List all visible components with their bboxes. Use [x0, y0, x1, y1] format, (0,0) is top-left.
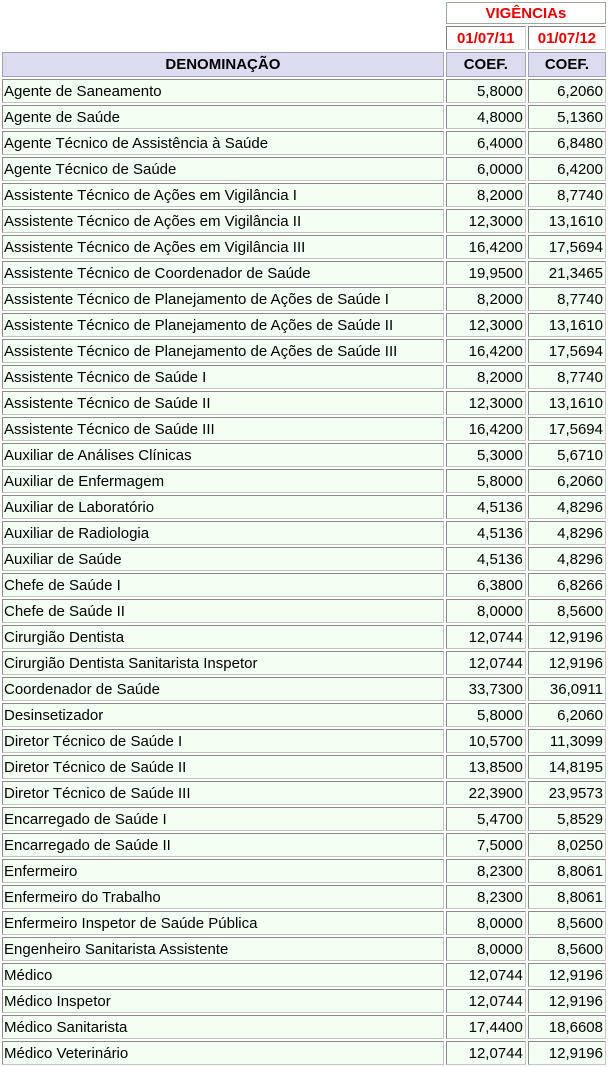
- table-row: [2, 911, 606, 935]
- row-coef-2: 8,7740: [528, 287, 606, 311]
- row-coef-2: 6,2060: [528, 79, 606, 103]
- table-row: [2, 495, 606, 519]
- row-name: Auxiliar de Radiologia: [2, 521, 444, 545]
- date-col-1: 01/07/11: [446, 26, 526, 50]
- row-name: Agente de Saneamento: [2, 79, 444, 103]
- row-coef-1: 12,0744: [446, 1041, 526, 1065]
- row-coef-2: 8,8061: [528, 885, 606, 909]
- table-row: [2, 599, 606, 623]
- row-coef-1: 8,0000: [446, 937, 526, 961]
- row-name: Auxiliar de Saúde: [2, 547, 444, 571]
- table-row: [2, 1015, 606, 1039]
- row-name: Enfermeiro do Trabalho: [2, 885, 444, 909]
- header-spacer: [2, 2, 444, 24]
- row-name: Médico Sanitarista: [2, 1015, 444, 1039]
- header-spacer: [2, 26, 444, 50]
- table-row: [2, 339, 606, 363]
- row-coef-1: 5,8000: [446, 703, 526, 727]
- row-coef-2: 13,1610: [528, 209, 606, 233]
- row-coef-2: 8,8061: [528, 859, 606, 883]
- row-coef-2: 12,9196: [528, 989, 606, 1013]
- row-coef-1: 33,7300: [446, 677, 526, 701]
- row-coef-1: 12,0744: [446, 989, 526, 1013]
- table-row: [2, 443, 606, 467]
- row-name: Diretor Técnico de Saúde I: [2, 729, 444, 753]
- table-row: [2, 937, 606, 961]
- row-coef-2: 6,8480: [528, 131, 606, 155]
- row-name: Assistente Técnico de Coordenador de Saúde: [2, 261, 444, 285]
- row-name: Agente de Saúde: [2, 105, 444, 129]
- row-coef-1: 12,3000: [446, 391, 526, 415]
- row-coef-1: 16,4200: [446, 235, 526, 259]
- table-row: [2, 703, 606, 727]
- row-name: Chefe de Saúde I: [2, 573, 444, 597]
- row-coef-2: 13,1610: [528, 313, 606, 337]
- row-coef-2: 17,5694: [528, 235, 606, 259]
- row-coef-1: 5,8000: [446, 79, 526, 103]
- row-name: Assistente Técnico de Planejamento de Ações de Saúde I: [2, 287, 444, 311]
- row-coef-1: 6,4000: [446, 131, 526, 155]
- row-name: Coordenador de Saúde: [2, 677, 444, 701]
- row-name: Assistente Técnico de Planejamento de Ações de Saúde II: [2, 313, 444, 337]
- table-row: [2, 963, 606, 987]
- row-coef-2: 8,5600: [528, 599, 606, 623]
- row-coef-2: 18,6608: [528, 1015, 606, 1039]
- row-coef-2: 12,9196: [528, 963, 606, 987]
- row-name: Diretor Técnico de Saúde III: [2, 781, 444, 805]
- row-coef-2: 36,0911: [528, 677, 606, 701]
- table-row: [2, 105, 606, 129]
- row-coef-1: 16,4200: [446, 417, 526, 441]
- row-coef-2: 21,3465: [528, 261, 606, 285]
- row-coef-1: 4,5136: [446, 547, 526, 571]
- row-coef-2: 8,0250: [528, 833, 606, 857]
- row-coef-1: 4,5136: [446, 495, 526, 519]
- row-coef-1: 4,5136: [446, 521, 526, 545]
- col-coef-1: COEF.: [446, 52, 526, 77]
- table-row: [2, 859, 606, 883]
- table-row: [2, 521, 606, 545]
- row-name: Cirurgião Dentista Sanitarista Inspetor: [2, 651, 444, 675]
- table-row: [2, 469, 606, 493]
- row-name: Engenheiro Sanitarista Assistente: [2, 937, 444, 961]
- row-coef-2: 8,5600: [528, 911, 606, 935]
- row-coef-2: 4,8296: [528, 547, 606, 571]
- row-coef-1: 12,0744: [446, 963, 526, 987]
- table-row: [2, 885, 606, 909]
- table-row: [2, 781, 606, 805]
- row-coef-2: 6,2060: [528, 703, 606, 727]
- row-name: Assistente Técnico de Planejamento de Ações de Saúde III: [2, 339, 444, 363]
- row-coef-1: 5,4700: [446, 807, 526, 831]
- col-denominacao: DENOMINAÇÃO: [2, 52, 444, 77]
- table-row: [2, 547, 606, 571]
- table-body: [2, 79, 606, 1065]
- table-row: [2, 807, 606, 831]
- row-name: Auxiliar de Laboratório: [2, 495, 444, 519]
- table-row: [2, 313, 606, 337]
- table-row: [2, 391, 606, 415]
- row-coef-1: 12,0744: [446, 651, 526, 675]
- row-coef-1: 5,3000: [446, 443, 526, 467]
- row-coef-1: 8,2300: [446, 859, 526, 883]
- table-row: [2, 573, 606, 597]
- row-coef-1: 12,3000: [446, 209, 526, 233]
- table-row: [2, 235, 606, 259]
- row-coef-2: 12,9196: [528, 625, 606, 649]
- row-name: Assistente Técnico de Ações em Vigilância II: [2, 209, 444, 233]
- row-coef-2: 12,9196: [528, 651, 606, 675]
- row-name: Assistente Técnico de Saúde II: [2, 391, 444, 415]
- table-row: [2, 365, 606, 389]
- row-coef-1: 8,2000: [446, 365, 526, 389]
- table-row: [2, 833, 606, 857]
- table-row: [2, 989, 606, 1013]
- row-coef-2: 8,7740: [528, 365, 606, 389]
- vigencias-label: VIGÊNCIAs: [446, 2, 606, 24]
- row-coef-1: 4,8000: [446, 105, 526, 129]
- row-coef-2: 4,8296: [528, 521, 606, 545]
- table-row: [2, 651, 606, 675]
- table-row: [2, 729, 606, 753]
- table-row: [2, 755, 606, 779]
- row-name: Assistente Técnico de Ações em Vigilância I: [2, 183, 444, 207]
- row-name: Agente Técnico de Saúde: [2, 157, 444, 181]
- row-coef-2: 8,7740: [528, 183, 606, 207]
- table-row: [2, 79, 606, 103]
- row-coef-2: 12,9196: [528, 1041, 606, 1065]
- row-coef-1: 6,0000: [446, 157, 526, 181]
- row-coef-1: 6,3800: [446, 573, 526, 597]
- table-row: [2, 157, 606, 181]
- row-coef-1: 22,3900: [446, 781, 526, 805]
- date-col-2: 01/07/12: [528, 26, 606, 50]
- header-row-columns: [2, 52, 606, 77]
- row-coef-2: 14,8195: [528, 755, 606, 779]
- row-coef-1: 8,2300: [446, 885, 526, 909]
- table-row: [2, 261, 606, 285]
- row-name: Enfermeiro: [2, 859, 444, 883]
- row-name: Auxiliar de Enfermagem: [2, 469, 444, 493]
- row-coef-2: 6,8266: [528, 573, 606, 597]
- header-row-dates: [2, 26, 606, 50]
- row-coef-1: 16,4200: [446, 339, 526, 363]
- row-name: Médico Veterinário: [2, 1041, 444, 1065]
- row-coef-1: 7,5000: [446, 833, 526, 857]
- row-name: Assistente Técnico de Saúde I: [2, 365, 444, 389]
- row-name: Desinsetizador: [2, 703, 444, 727]
- table-row: [2, 131, 606, 155]
- row-name: Agente Técnico de Assistência à Saúde: [2, 131, 444, 155]
- row-name: Chefe de Saúde II: [2, 599, 444, 623]
- table-row: [2, 677, 606, 701]
- row-name: Encarregado de Saúde I: [2, 807, 444, 831]
- row-name: Diretor Técnico de Saúde II: [2, 755, 444, 779]
- row-name: Auxiliar de Análises Clínicas: [2, 443, 444, 467]
- row-coef-2: 8,5600: [528, 937, 606, 961]
- row-coef-2: 6,2060: [528, 469, 606, 493]
- row-coef-2: 17,5694: [528, 417, 606, 441]
- row-coef-1: 8,0000: [446, 911, 526, 935]
- row-coef-1: 10,5700: [446, 729, 526, 753]
- row-name: Médico Inspetor: [2, 989, 444, 1013]
- row-coef-2: 6,4200: [528, 157, 606, 181]
- row-coef-1: 12,0744: [446, 625, 526, 649]
- table-row: [2, 625, 606, 649]
- row-coef-1: 13,8500: [446, 755, 526, 779]
- row-coef-1: 5,8000: [446, 469, 526, 493]
- row-coef-1: 8,0000: [446, 599, 526, 623]
- row-name: Cirurgião Dentista: [2, 625, 444, 649]
- table-row: [2, 183, 606, 207]
- row-name: Médico: [2, 963, 444, 987]
- row-coef-2: 13,1610: [528, 391, 606, 415]
- table-row: [2, 287, 606, 311]
- row-coef-1: 19,9500: [446, 261, 526, 285]
- row-coef-1: 8,2000: [446, 287, 526, 311]
- row-coef-1: 12,3000: [446, 313, 526, 337]
- row-coef-1: 8,2000: [446, 183, 526, 207]
- row-name: Encarregado de Saúde II: [2, 833, 444, 857]
- table-row: [2, 417, 606, 441]
- table-row: [2, 209, 606, 233]
- row-coef-2: 5,6710: [528, 443, 606, 467]
- col-coef-2: COEF.: [528, 52, 606, 77]
- row-coef-2: 5,8529: [528, 807, 606, 831]
- row-coef-2: 5,1360: [528, 105, 606, 129]
- row-name: Assistente Técnico de Ações em Vigilância III: [2, 235, 444, 259]
- row-name: Enfermeiro Inspetor de Saúde Pública: [2, 911, 444, 935]
- row-coef-2: 11,3099: [528, 729, 606, 753]
- row-coef-2: 4,8296: [528, 495, 606, 519]
- row-coef-2: 23,9573: [528, 781, 606, 805]
- row-name: Assistente Técnico de Saúde III: [2, 417, 444, 441]
- row-coef-1: 17,4400: [446, 1015, 526, 1039]
- table-row: [2, 1041, 606, 1065]
- header-row-group: [2, 2, 606, 24]
- row-coef-2: 17,5694: [528, 339, 606, 363]
